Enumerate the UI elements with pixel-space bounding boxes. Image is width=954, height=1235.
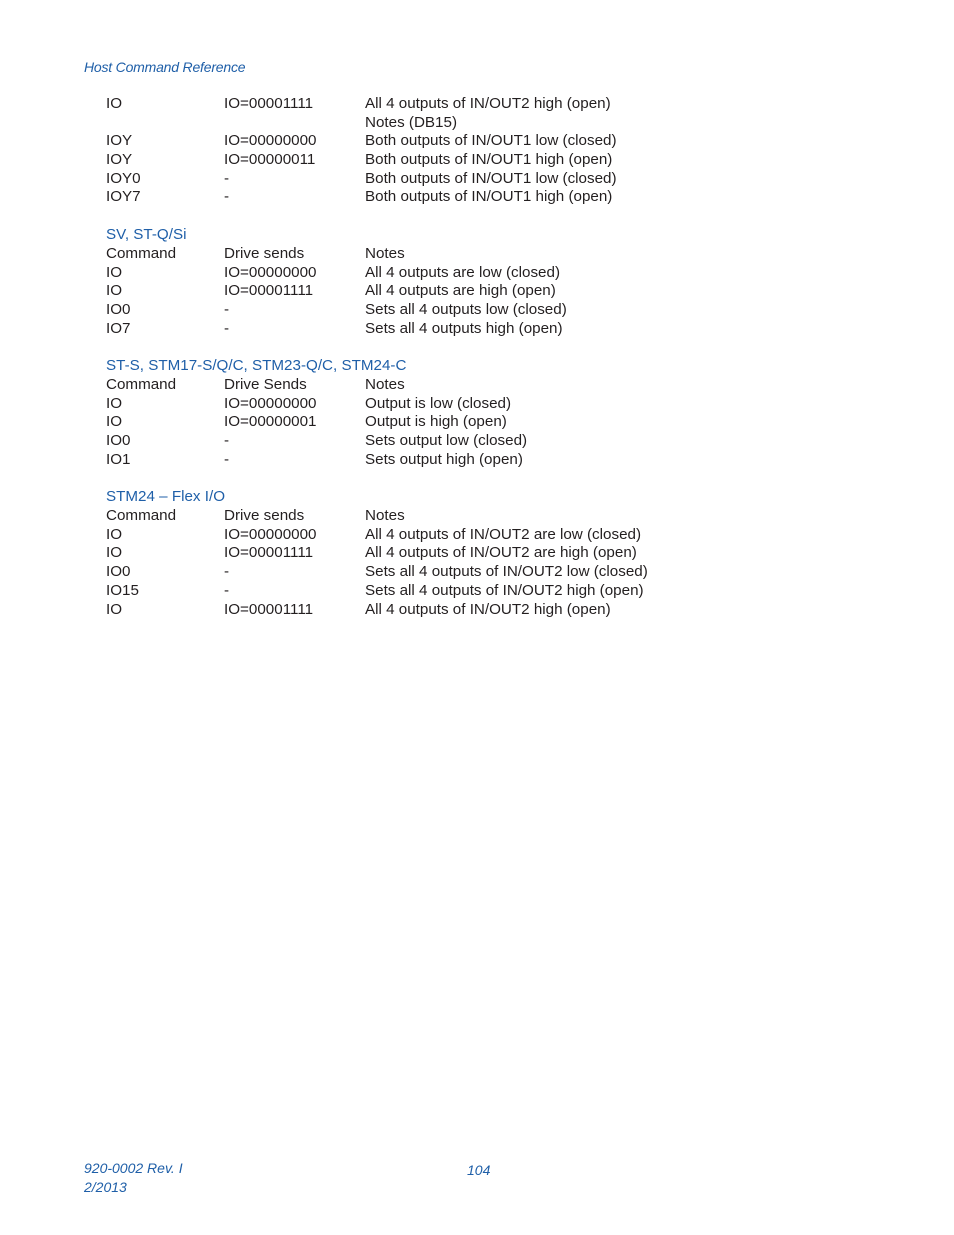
notes-cell: Both outputs of IN/OUT1 low (closed) <box>365 169 617 187</box>
column-header-notes: Notes <box>365 244 405 262</box>
notes-cell: All 4 outputs are high (open) <box>365 282 556 300</box>
table-row <box>106 526 746 545</box>
section-st-s-stm <box>106 357 746 469</box>
command-cell: IO15 <box>106 581 139 599</box>
table-row <box>106 320 746 339</box>
table-row <box>106 601 746 620</box>
notes-cell: All 4 outputs are low (closed) <box>365 263 560 281</box>
command-cell: IO <box>106 544 123 562</box>
continued-table <box>106 95 746 207</box>
table-row <box>106 151 746 170</box>
notes-cell: All 4 outputs of IN/OUT2 are high (open) <box>365 544 637 562</box>
command-tables <box>106 95 746 619</box>
command-cell: IO <box>106 263 123 281</box>
command-cell: IO <box>106 525 123 543</box>
command-cell: IOY <box>106 132 133 150</box>
response-cell: IO=00000001 <box>224 413 317 431</box>
column-header-notes: Notes <box>365 375 405 393</box>
notes-cell: Sets all 4 outputs of IN/OUT2 high (open) <box>365 581 644 599</box>
footer-document-info <box>84 1159 183 1197</box>
command-cell: IO <box>106 95 123 112</box>
table-row <box>106 432 746 451</box>
notes-cell: All 4 outputs of IN/OUT2 high (open) <box>365 600 611 618</box>
response-cell: - <box>224 581 230 599</box>
column-header-drive-sends: Drive sends <box>224 244 305 262</box>
notes-cell: All 4 outputs of IN/OUT2 high (open) <box>365 95 611 112</box>
command-cell: IO <box>106 282 123 300</box>
response-cell: - <box>224 432 230 449</box>
notes-cell: Sets all 4 outputs of IN/OUT2 low (closed) <box>365 563 648 581</box>
column-header-drive-sends: Drive sends <box>224 507 305 525</box>
table-header-row <box>106 507 746 526</box>
table-row <box>106 563 746 582</box>
column-header-command: Command <box>106 244 177 262</box>
response-cell: IO=00000000 <box>224 132 317 150</box>
page-number: 104 <box>467 1162 491 1178</box>
command-cell: IO <box>106 394 123 412</box>
response-cell: IO=00001111 <box>224 600 314 618</box>
command-cell: IO0 <box>106 563 131 581</box>
response-cell: - <box>224 188 230 206</box>
command-cell: IO <box>106 413 123 431</box>
notes-cell: Both outputs of IN/OUT1 high (open) <box>365 188 613 206</box>
response-cell: IO=00001111 <box>224 282 314 300</box>
column-header-command: Command <box>106 507 177 525</box>
notes-cell: Sets output low (closed) <box>365 432 528 449</box>
table-row <box>106 451 746 470</box>
command-cell: IO <box>106 600 123 618</box>
command-cell: IOY7 <box>106 188 141 206</box>
table-row <box>106 114 746 133</box>
command-cell: IOY0 <box>106 169 141 187</box>
table-header-row <box>106 245 746 264</box>
notes-cell: All 4 outputs of IN/OUT2 are low (closed) <box>365 525 642 543</box>
response-cell: - <box>224 169 230 187</box>
document-date: 2/2013 <box>84 1179 127 1195</box>
notes-cell: Sets output high (open) <box>365 450 523 468</box>
table-row <box>106 188 746 207</box>
section-sv-st-q-si <box>106 226 746 338</box>
command-cell: IO7 <box>106 319 131 337</box>
response-cell: - <box>224 563 230 581</box>
response-cell: IO=00001111 <box>224 95 314 112</box>
running-header: Host Command Reference <box>84 59 246 75</box>
table-row <box>106 95 746 114</box>
response-cell: IO=00000000 <box>224 263 317 281</box>
section-title: ST-S, STM17-S/Q/C, STM23-Q/C, STM24-C <box>106 357 407 375</box>
column-header-drive-sends: Drive Sends <box>224 375 307 393</box>
notes-cell: Notes (DB15) <box>365 113 458 131</box>
notes-cell: Both outputs of IN/OUT1 high (open) <box>365 151 613 169</box>
notes-cell: Sets all 4 outputs high (open) <box>365 319 563 337</box>
response-cell: - <box>224 450 230 468</box>
table-row <box>106 282 746 301</box>
response-cell: IO=00000011 <box>224 151 316 169</box>
section-title: SV, ST-Q/Si <box>106 226 187 244</box>
table-row <box>106 413 746 432</box>
section-title: STM24 – Flex I/O <box>106 488 226 506</box>
table-row <box>106 582 746 601</box>
response-cell: IO=00001111 <box>224 544 314 562</box>
document-number: 920-0002 Rev. I <box>84 1160 183 1176</box>
section-stm24-flex-io <box>106 488 746 619</box>
table-row <box>106 301 746 320</box>
notes-cell: Both outputs of IN/OUT1 low (closed) <box>365 132 617 150</box>
response-cell: IO=00000000 <box>224 394 317 412</box>
notes-cell: Output is low (closed) <box>365 394 512 412</box>
column-header-command: Command <box>106 375 177 393</box>
response-cell: - <box>224 300 230 318</box>
command-cell: IO1 <box>106 450 131 468</box>
table-row <box>106 132 746 151</box>
notes-cell: Sets all 4 outputs low (closed) <box>365 300 567 318</box>
column-header-notes: Notes <box>365 507 405 525</box>
response-cell: - <box>224 319 230 337</box>
table-row <box>106 395 746 414</box>
notes-cell: Output is high (open) <box>365 413 507 431</box>
table-row <box>106 170 746 189</box>
table-row <box>106 264 746 283</box>
table-row <box>106 544 746 563</box>
command-cell: IO0 <box>106 432 131 449</box>
table-header-row <box>106 376 746 395</box>
response-cell: IO=00000000 <box>224 525 317 543</box>
command-cell: IO0 <box>106 300 131 318</box>
command-cell: IOY <box>106 151 133 169</box>
